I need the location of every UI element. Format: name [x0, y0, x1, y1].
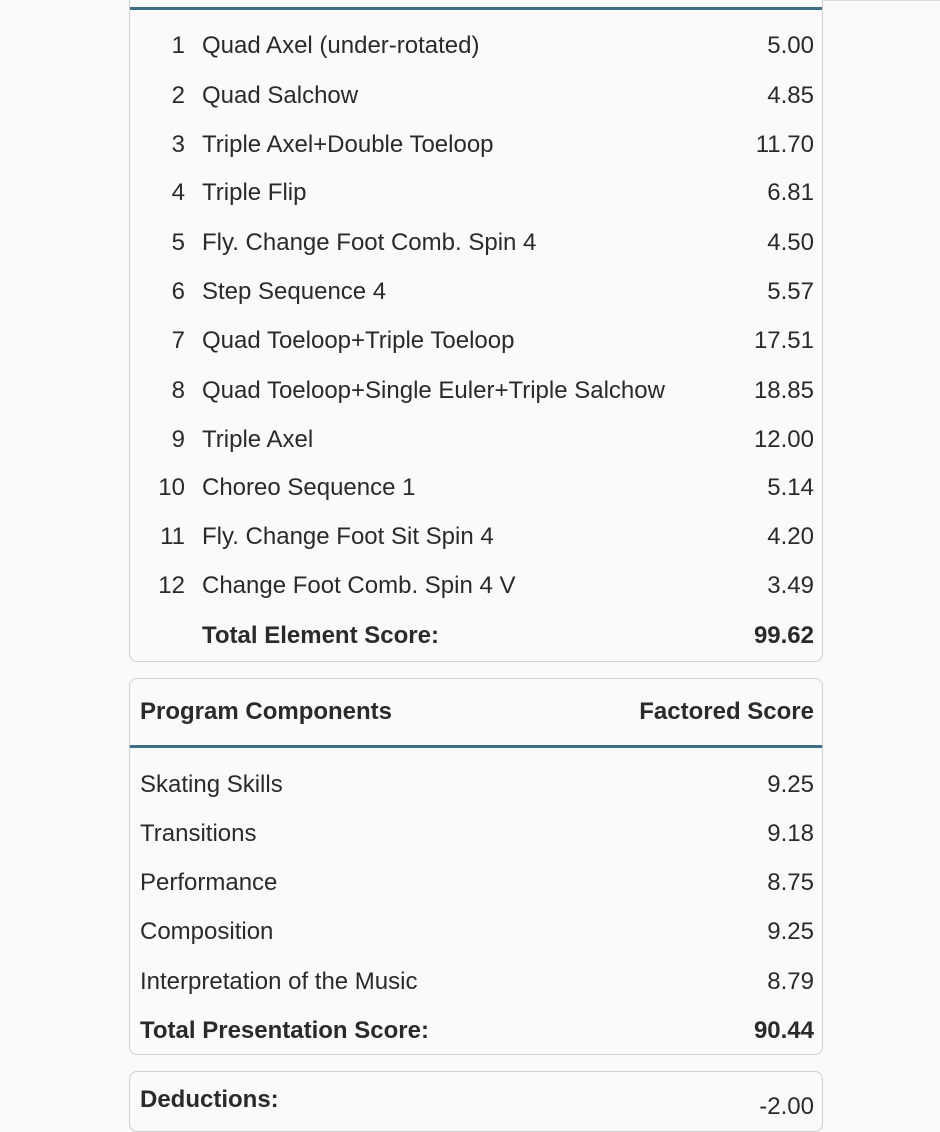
deductions-value: -2.00 [759, 1093, 814, 1120]
components-header-label: Program Components [140, 698, 393, 725]
component-label: Transitions [140, 820, 257, 847]
element-name: Change Foot Comb. Spin 4 V [202, 572, 516, 599]
element-name: Fly. Change Foot Comb. Spin 4 [202, 229, 537, 256]
element-number: 9 [171, 426, 185, 453]
element-row [130, 415, 822, 464]
element-row [130, 120, 822, 169]
element-row [130, 561, 822, 610]
element-score: 3.49 [767, 572, 814, 599]
element-row [130, 71, 822, 120]
element-name: Choreo Sequence 1 [202, 474, 416, 501]
component-label: Performance [140, 869, 278, 896]
element-name: Step Sequence 4 [202, 278, 387, 305]
element-score: 4.50 [767, 229, 814, 256]
element-score: 11.70 [755, 131, 814, 158]
element-number: 12 [158, 572, 185, 599]
element-row [130, 218, 822, 267]
component-row [130, 907, 822, 956]
component-score: 9.25 [767, 918, 814, 945]
total-element-score-row [130, 611, 822, 660]
components-header [130, 679, 822, 745]
element-score: 17.51 [753, 327, 814, 354]
component-score: 8.75 [767, 869, 814, 896]
header-rule [130, 7, 822, 10]
total-element-score-label: Total Element Score: [202, 622, 439, 649]
component-label: Interpretation of the Music [140, 968, 418, 995]
program-components-table [129, 678, 823, 1055]
element-number: 2 [171, 82, 185, 109]
element-row [130, 512, 822, 561]
element-score: 4.85 [767, 82, 814, 109]
element-name: Quad Salchow [202, 82, 359, 109]
element-name: Triple Axel [202, 426, 314, 453]
element-number: 7 [171, 327, 185, 354]
component-label: Composition [140, 918, 274, 945]
element-name: Quad Toeloop+Single Euler+Triple Salchow [202, 377, 665, 404]
element-name: Triple Flip [202, 179, 307, 206]
element-score: 6.81 [767, 179, 814, 206]
element-score: 18.85 [753, 377, 814, 404]
element-row [130, 21, 822, 70]
element-row [130, 366, 822, 415]
component-score: 9.25 [767, 771, 814, 798]
total-presentation-score-value: 90.44 [753, 1017, 814, 1044]
element-number: 3 [171, 131, 185, 158]
element-score: 5.14 [767, 474, 814, 501]
elements-table [129, 0, 823, 662]
element-number: 1 [171, 32, 185, 59]
factored-score-header: Factored Score [639, 698, 814, 725]
element-row [130, 316, 822, 365]
element-number: 4 [171, 179, 185, 206]
element-number: 8 [171, 377, 185, 404]
element-number: 6 [171, 278, 185, 305]
deductions-label: Deductions: [140, 1086, 279, 1113]
total-presentation-score-label: Total Presentation Score: [140, 1017, 429, 1044]
element-score: 5.57 [767, 278, 814, 305]
total-element-score-value: 99.62 [753, 622, 814, 649]
component-row [130, 760, 822, 809]
header-rule [130, 745, 822, 748]
element-number: 11 [160, 523, 185, 550]
component-score: 8.79 [767, 968, 814, 995]
total-presentation-score-row [130, 1006, 822, 1055]
top-divider [823, 0, 940, 1]
element-number: 5 [171, 229, 185, 256]
component-label: Skating Skills [140, 771, 283, 798]
element-row [130, 463, 822, 512]
element-score: 5.00 [767, 32, 814, 59]
component-row [130, 809, 822, 858]
element-score: 4.20 [767, 523, 814, 550]
element-row [130, 267, 822, 316]
component-row [130, 858, 822, 907]
element-score: 12.00 [753, 426, 814, 453]
element-name: Fly. Change Foot Sit Spin 4 [202, 523, 494, 550]
element-row [130, 168, 822, 217]
deductions-panel [129, 1071, 823, 1132]
component-row [130, 957, 822, 1006]
element-number: 10 [158, 474, 185, 501]
element-name: Quad Toeloop+Triple Toeloop [202, 327, 515, 354]
element-name: Triple Axel+Double Toeloop [202, 131, 494, 158]
element-name: Quad Axel (under-rotated) [202, 32, 480, 59]
component-score: 9.18 [767, 820, 814, 847]
